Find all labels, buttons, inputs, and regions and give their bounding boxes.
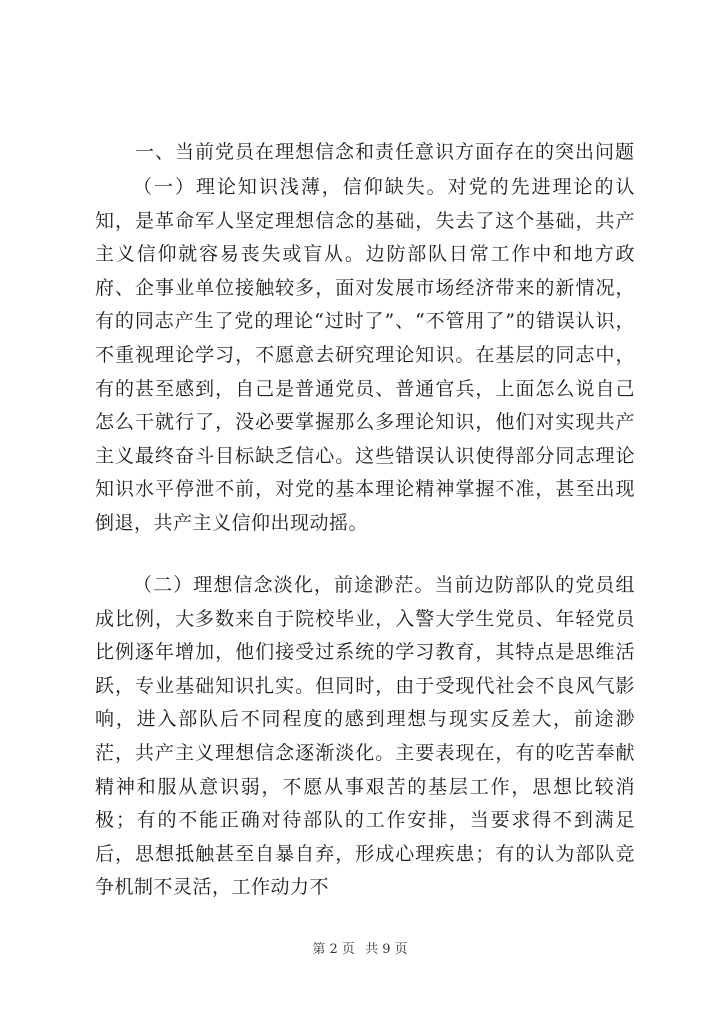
paragraph-theory-knowledge: （一）理论知识浅薄，信仰缺失。对党的先进理论的认知，是革命军人坚定理想信念的基础，失去了这个基础，共产主义信仰就容易丧失或盲从。边防部队日常工作中和地方政府、企事业单位接触较多，面对发展市场经济带来的新情况，有的同志产生了党的理论“过时了”、“不管用了”的错误认识，不重视理论学习，不愿意去研究理论知识。在基层的同志中，有的甚至感到，自己是普通党员、普通官兵，上面怎么说自己怎么干就行了，没必要掌握那么多理论知识，他们对实现共产主义最终奋斗目标缺乏信心。这些错误认识使得部分同志理论知识水平停泄不前，对党的基本理论精神掌握不准，甚至出现倒退，共产主义信仰出现动摇。 xyxy=(95,176,635,534)
page-footer xyxy=(0,938,720,957)
page-total: 共 9 页 xyxy=(365,942,408,957)
section-heading: 一、当前党员在理想信念和责任意识方面存在的突出问题 xyxy=(135,141,636,163)
paragraph-ideals-beliefs: （二）理想信念淡化，前途渺茫。当前边防部队的党员组成比例，大多数来自于院校毕业，入警大学生党员、年轻党员比例逐年增加，他们接受过系统的学习教育，其特点是思维活跃，专业基础知识扎实。但同时，由于受现代社会不良风气影响，进入部队后不同程度的感到理想与现实反差大，前途渺茫，共产主义理想信念逐渐淡化。主要表现在，有的吃苦奉献精神和服从意识弱，不愿从事艰苦的基层工作，思想比较消极；有的不能正确对待部队的工作安排，当要求得不到满足后，思想抵触甚至自暴自弃，形成心理疾患；有的认为部队竞争机制不灵活，工作动力不 xyxy=(95,574,635,899)
page-number: 第 2 页 xyxy=(312,942,355,957)
